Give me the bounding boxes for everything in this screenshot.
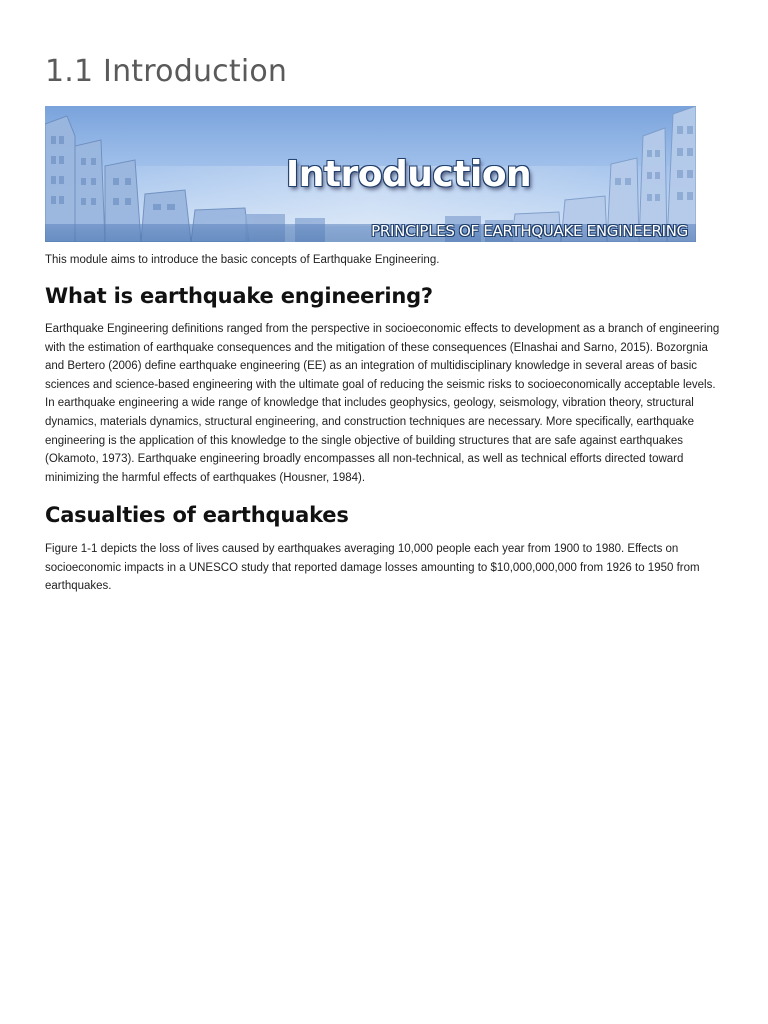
banner-title: Introduction (285, 154, 532, 195)
heading-what-is-earthquake-engineering: What is earthquake engineering? (45, 284, 433, 308)
section-title: 1.1 Introduction (45, 54, 288, 89)
heading-casualties-of-earthquakes: Casualties of earthquakes (45, 503, 349, 527)
intro-banner-image (45, 106, 696, 242)
intro-text: This module aims to introduce the basic concepts of Earthquake Engineering. (45, 254, 440, 266)
paragraph-what-is-earthquake-engineering: Earthquake Engineering definitions ranged from the perspective in socioeconomic effects to development as a branch of engineering with the estimation of earthquake consequences and the mitigation of these consequences (Elnashai and Sarno, 2015). Bozorgnia and Bertero (2006) define earthquake engineering (EE) as an integration of multidisciplinary knowledge in several areas of basic sciences and science-based engineering with the ultimate goal of reducing the seismic risks to socioeconomically acceptable levels. In earthquake engineering a wide range of knowledge that includes geophysics, geology, seismology, vibration theory, structural dynamics, materials dynamics, structural engineering, and construction techniques are necessary. More specifically, earthquake engineering is the application of this knowledge to the single objective of building structures that are safe against earthquakes (Okamoto, 1973). Earthquake engineering broadly encompasses all non-technical, as well as technical efforts directed toward minimizing the harmful effects of earthquakes (Housner, 1984). (45, 323, 720, 484)
paragraph-casualties-of-earthquakes: Figure 1-1 depicts the loss of lives caused by earthquakes averaging 10,000 people each year from 1900 to 1980. Effects on socioeconomic impacts in a UNESCO study that reported damage losses amounting to $10,000,000,000 from 1926 to 1950 from earthquakes. (45, 543, 700, 593)
banner-subtitle: PRINCIPLES OF EARTHQUAKE ENGINEERING (371, 222, 688, 240)
